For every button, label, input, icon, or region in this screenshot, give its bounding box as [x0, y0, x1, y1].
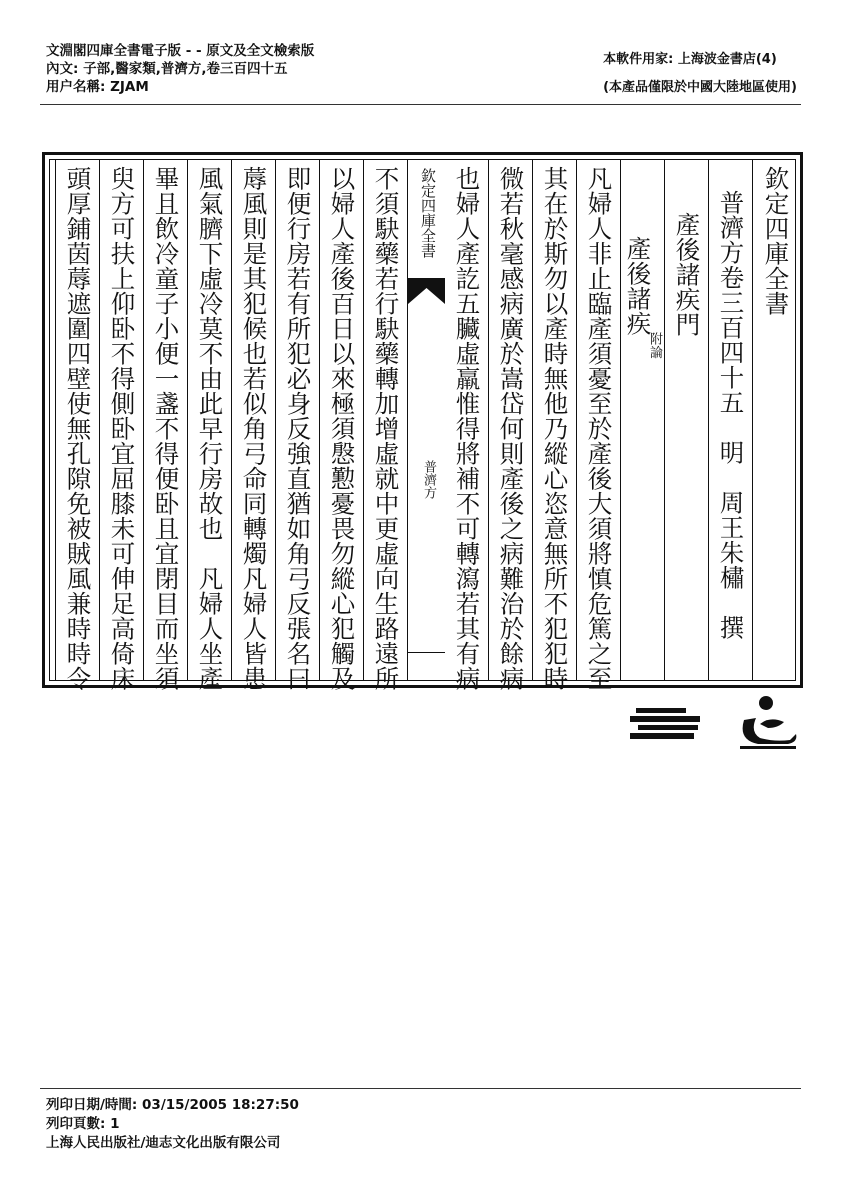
book-title: 欽定四庫全書	[761, 166, 791, 316]
text-line: 其在於斯勿以產時無他乃縱心恣意無所不犯犯時	[540, 166, 570, 691]
header-restriction: (本產品僅限於中國大陸地區使用)	[603, 80, 797, 95]
fold-title: 欽定四庫全書	[419, 168, 437, 258]
text-line: 也婦人產訖五臟虛羸惟得將補不可轉瀉若其有病	[452, 166, 482, 691]
volume-title: 普濟方卷三百四十五 明 周王朱橚 撰	[716, 190, 746, 640]
book-column	[55, 160, 100, 691]
header-line-user: 用户名稱: ZJAM	[46, 79, 149, 95]
header-divider	[40, 104, 801, 105]
subsection-note: 附論	[647, 332, 662, 359]
fish-tail-mark	[408, 278, 445, 306]
footer-info	[46, 1096, 299, 1153]
book-column	[620, 160, 665, 680]
book-column	[488, 160, 533, 691]
book-column	[532, 160, 577, 691]
section-title: 產後諸疾門	[672, 212, 702, 337]
book-column	[319, 160, 364, 691]
text-line: 不須駃藥若行駃藥轉加增虛就中更虛向生路遠所	[371, 166, 401, 691]
book-column	[275, 160, 320, 691]
book-column	[576, 160, 621, 691]
header-info	[46, 42, 314, 96]
book-page-frame	[42, 152, 803, 691]
book-column	[231, 160, 276, 691]
center-fold-column	[407, 160, 445, 680]
seal-bars-icon	[630, 704, 710, 744]
text-line: 即便行房若有所犯必身反強直猶如角弓反張名曰	[283, 166, 313, 691]
header-line-edition: 文淵閣四庫全書電子版 - - 原文及全文檢索版	[46, 43, 315, 59]
book-column	[99, 160, 144, 691]
book-column	[363, 160, 408, 691]
book-column	[708, 160, 753, 680]
seal-emblem-icon	[730, 694, 802, 754]
print-datetime: 列印日期/時間: 03/15/2005 18:27:50	[46, 1097, 299, 1113]
book-column	[187, 160, 232, 691]
publisher: 上海人民出版社/迪志文化出版有限公司	[46, 1135, 281, 1151]
footer-divider	[40, 1088, 801, 1089]
text-line: 畢且飲冷童子小便一盞不得便卧且宜閉目而坐須	[151, 166, 181, 691]
book-page-inner	[49, 159, 796, 691]
subsection-title: 產後諸疾	[623, 236, 653, 336]
book-column	[143, 160, 188, 691]
header-license	[603, 46, 797, 102]
text-line: 微若秋毫感病廣於嵩岱何則產後之病難治於餘病	[496, 166, 526, 691]
text-line: 頭厚鋪茵蓐遮圍四壁使無孔隙免被賊風兼時時令	[63, 166, 93, 691]
fold-label: 普濟方	[421, 460, 436, 499]
text-line: 凡婦人非止臨產須憂至於產後大須將慎危篤之至	[584, 166, 614, 691]
header-licensee: 本軟件用家: 上海波金書店(4)	[603, 52, 777, 67]
print-pages: 列印頁數: 1	[46, 1116, 120, 1132]
fold-divider	[408, 652, 445, 653]
text-line: 蓐風則是其犯候也若似角弓命同轉燭凡婦人皆患	[239, 166, 269, 691]
book-column	[444, 160, 489, 691]
text-line: 風氣臍下虛冷莫不由此早行房故也 凡婦人坐產	[195, 166, 225, 691]
text-line: 臾方可扶上仰卧不得側卧宜屈膝未可伸足高倚床	[107, 166, 137, 691]
text-line: 以婦人產後百日以來極須慇懃憂畏勿縱心犯觸及	[327, 166, 357, 691]
header-line-content: 內文: 子部,醫家類,普濟方,卷三百四十五	[46, 61, 288, 77]
book-column	[752, 160, 800, 680]
book-column	[664, 160, 709, 680]
